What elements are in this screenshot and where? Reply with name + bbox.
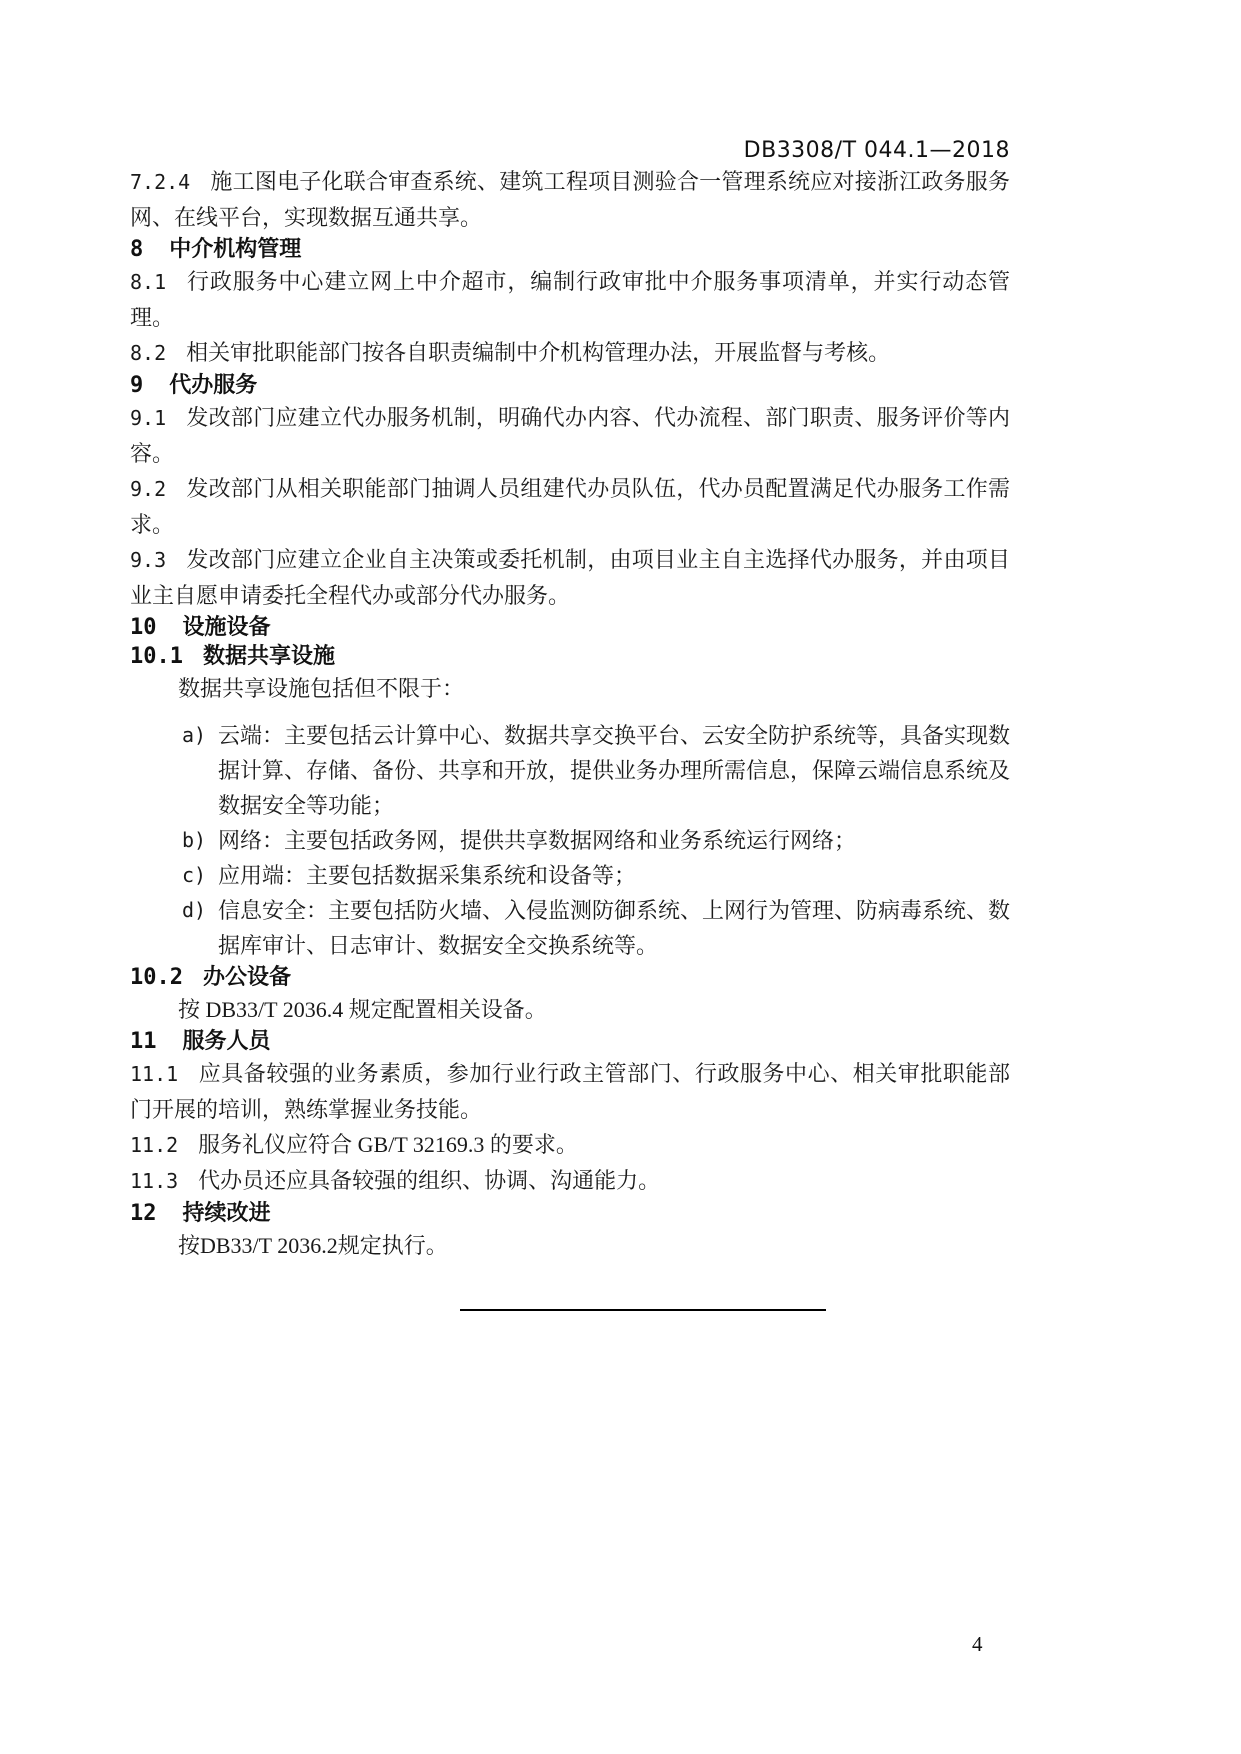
clause-text: 应具备较强的业务素质，参加行业行政主管部门、行政服务中心、相关审批职能部门开展的培训，熟练掌握业务技能。 [130,1061,1010,1122]
page-content [0,138,1241,1311]
section-title: 设施设备 [182,614,271,639]
section-title: 中介机构管理 [169,236,302,261]
clause-9-3 [130,542,1010,613]
section-9-heading [130,371,1010,400]
clause-number: 11.1 [130,1062,179,1086]
document-code-header: DB3308/T 044.1—2018 [743,138,1010,163]
clause-number: 11.2 [130,1133,179,1157]
clause-number: 9.3 [130,548,167,572]
clause-9-1 [130,400,1010,471]
section-8-heading [130,235,1010,264]
list-item-text: 信息安全：主要包括防火墙、入侵监测防御系统、上网行为管理、防病毒系统、数据库审计、日志审计、数据安全交换系统等。 [218,898,1011,958]
section-title: 服务人员 [182,1028,271,1053]
clause-text: 施工图电子化联合审查系统、建筑工程项目测验合一管理系统应对接浙江政务服务网、在线平台，实现数据互通共享。 [130,169,1010,230]
list-item-text: 网络：主要包括政务网，提供共享数据网络和业务系统运行网络； [218,828,857,853]
section-number: 12 [130,1201,157,1226]
list-item-label: d) [182,898,207,922]
section-number: 8 [130,237,144,262]
clause-text: 发改部门应建立代办服务机制，明确代办内容、代办流程、部门职责、服务评价等内容。 [130,405,1010,466]
clause-11-1 [130,1056,1010,1127]
clause-7-2-4 [130,164,1010,235]
clause-9-2 [130,471,1010,542]
clause-text: 发改部门从相关职能部门抽调人员组建代办员队伍，代办员配置满足代办服务工作需求。 [130,476,1010,537]
clause-number: 9.1 [130,406,167,430]
subsection-10-1-heading [130,642,1010,671]
section-12-heading [130,1199,1010,1228]
list-item-c [182,858,1010,893]
subsection-number: 10.2 [130,965,183,990]
clause-11-2 [130,1127,1010,1163]
section-10-heading [130,613,1010,642]
section-12-text: 按DB33/T 2036.2规定执行。 [178,1233,448,1258]
subsection-title: 数据共享设施 [202,643,335,668]
list-item-a [182,718,1010,823]
facility-list [130,718,1010,963]
clause-number: 8.2 [130,341,167,365]
list-intro-text: 数据共享设施包括但不限于： [178,676,465,701]
subsection-10-2-text: 按 DB33/T 2036.4 规定配置相关设备。 [178,997,547,1022]
clause-8-2 [130,335,1010,371]
list-item-label: c) [182,863,207,887]
clause-text: 行政服务中心建立网上中介超市，编制行政审批中介服务事项清单，并实行动态管理。 [130,269,1010,330]
list-item-b [182,823,1010,858]
clause-text: 服务礼仪应符合 GB/T 32169.3 的要求。 [198,1132,578,1157]
section-11-heading [130,1027,1010,1056]
end-of-document-rule [460,1309,826,1311]
list-item-label: a) [182,723,207,747]
page-number: 4 [972,1632,983,1656]
subsection-title: 办公设备 [202,964,291,989]
section-title: 持续改进 [182,1200,271,1225]
clause-number: 11.3 [130,1169,179,1193]
clause-8-1 [130,264,1010,335]
clause-number: 7.2.4 [130,170,191,194]
list-item-label: b) [182,828,207,852]
list-item-text: 云端：主要包括云计算中心、数据共享交换平台、云安全防护系统等，具备实现数据计算、存储、备份、共享和开放，提供业务办理所需信息，保障云端信息系统及数据安全等功能； [218,723,1011,818]
clause-number: 9.2 [130,477,167,501]
section-number: 11 [130,1029,157,1054]
list-item-d [182,893,1010,963]
section-number: 9 [130,373,144,398]
clause-number: 8.1 [130,270,167,294]
subsection-10-2-heading [130,963,1010,992]
section-title: 代办服务 [169,372,258,397]
list-item-text: 应用端：主要包括数据采集系统和设备等； [218,863,637,888]
subsection-number: 10.1 [130,644,183,669]
section-number: 10 [130,615,157,640]
clause-text: 代办员还应具备较强的组织、协调、沟通能力。 [198,1168,661,1193]
clause-11-3 [130,1163,1010,1199]
clause-text: 相关审批职能部门按各自职责编制中介机构管理办法，开展监督与考核。 [186,340,891,365]
clause-text: 发改部门应建立企业自主决策或委托机制，由项目业主自主选择代办服务，并由项目业主自愿申请委托全程代办或部分代办服务。 [130,547,1010,608]
